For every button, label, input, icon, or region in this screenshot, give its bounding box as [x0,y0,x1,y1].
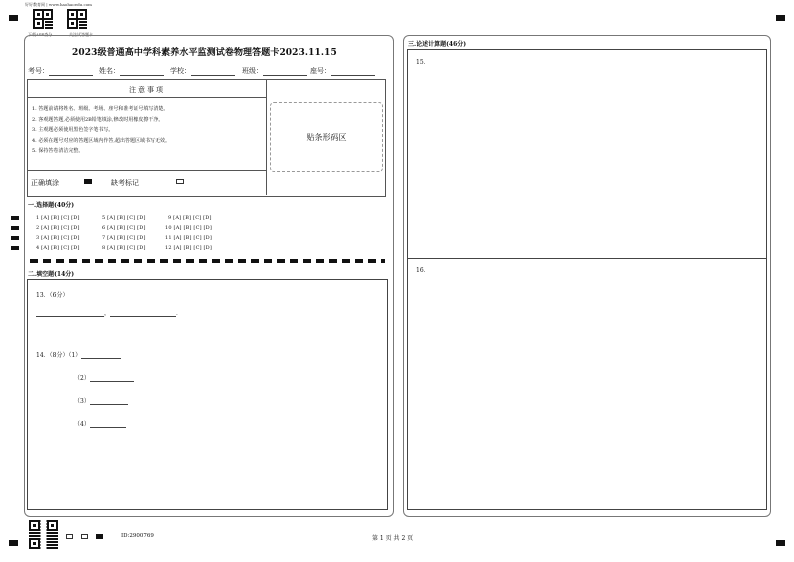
footer-qr-code [29,520,58,549]
exam-no-field[interactable]: 考号： [28,66,93,76]
notice-item: 4. 必须在题号对应的答题区域内作答,超出答题区域书写无效。 [32,137,170,144]
q16-answer-area[interactable] [407,257,767,510]
timing-mark [11,236,19,240]
q13-answers[interactable]: ， ． [36,308,182,317]
absent-checkbox[interactable] [176,179,184,184]
choice-q7[interactable]: 7 [A] [B] [C] [D] [102,235,146,241]
empty-mark-box [66,534,73,539]
choice-q1[interactable]: 1 [A] [B] [C] [D] [36,215,80,221]
timing-mark [11,226,19,230]
registration-mark [776,540,785,546]
section3-title: 三.论述计算题(46分) [408,41,467,48]
q14-part2[interactable]: （2） [74,373,134,382]
filled-mark-box [96,534,103,539]
q14-part1[interactable]: 14．（8分）（1） [36,350,121,359]
choice-q11[interactable]: 11 [A] [B] [C] [D] [165,235,213,241]
choice-q5[interactable]: 5 [A] [B] [C] [D] [102,215,146,221]
name-field[interactable]: 姓名： [99,66,164,76]
q14-part3[interactable]: （3） [74,396,128,405]
divider [27,97,267,98]
qr2-caption: 关注试答题卡 [69,32,93,37]
timing-strip [30,259,385,263]
fill-correct-label: 正确填涂 [31,179,59,187]
q16-label: 16． [416,267,430,274]
app-qr-code [33,9,53,29]
notice-title: 注意事项 [129,86,165,94]
choice-q9[interactable]: 9 [A] [B] [C] [D] [168,215,212,221]
site-text: 好好教育网 | www.haohaoedu.com [25,2,92,7]
page-title: 2023级普通高中学科素养水平监测试卷物理答题卡2023.11.15 [72,48,337,58]
empty-mark-box [81,534,88,539]
notice-item: 2. 客观题答题,必须使用2B铅笔填涂,修改时用橡皮擦干净。 [32,116,164,123]
registration-mark [9,540,18,546]
school-field[interactable]: 学校： [170,66,235,76]
notice-item: 3. 主观题必须使用黑色签字笔书写。 [32,127,114,133]
absent-label: 缺考标记 [111,179,139,187]
choice-q4[interactable]: 4 [A] [B] [C] [D] [36,245,80,251]
choice-q12[interactable]: 12 [A] [B] [C] [D] [165,245,213,251]
choice-q3[interactable]: 3 [A] [B] [C] [D] [36,235,80,241]
section1-title: 一.选择题(40分) [28,202,75,209]
registration-mark [776,15,785,21]
section2-title: 二.填空题(14分) [28,271,75,278]
q15-answer-area[interactable] [407,49,767,259]
qr1-caption: 下载APP查分 [28,32,53,37]
choice-q8[interactable]: 8 [A] [B] [C] [D] [102,245,146,251]
notice-item: 1. 答题前请将姓名、班级、考场、座号和准考证号填写清楚。 [32,106,169,112]
registration-mark [9,15,18,21]
divider [27,170,267,171]
q14-part4[interactable]: （4） [74,419,126,428]
notice-list [32,104,262,157]
barcode-label: 贴条形码区 [306,132,347,142]
barcode-area [270,102,383,172]
timing-mark [11,216,19,220]
choice-q6[interactable]: 6 [A] [B] [C] [D] [102,225,146,231]
q13-label: 13．（6分） [36,292,69,299]
class-field[interactable]: 班级： [242,66,307,76]
follow-qr-code [67,9,87,29]
timing-mark [11,246,19,250]
q15-label: 15． [416,59,430,66]
page-number: 第 1 页 共 2 页 [372,535,414,542]
id-text: ID:2900769 [121,533,154,539]
choice-q2[interactable]: 2 [A] [B] [C] [D] [36,225,80,231]
choice-q10[interactable]: 10 [A] [B] [C] [D] [165,225,213,231]
seat-no-field[interactable]: 座号： [310,66,375,76]
filled-bubble-icon [84,179,92,184]
notice-item: 5. 保持答卷清洁完整。 [32,148,84,154]
